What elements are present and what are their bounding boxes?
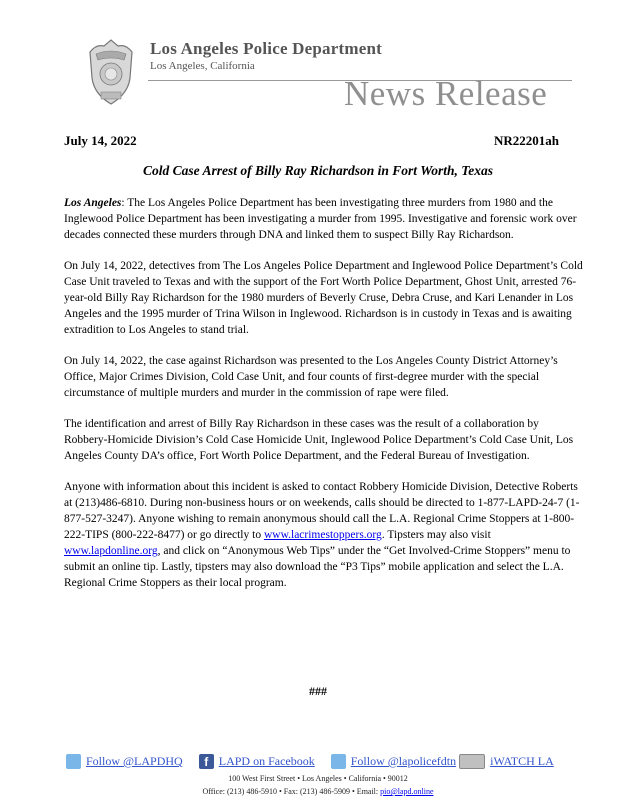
footer-contact: Office: (213) 486-5910 • Fax: (213) 486-5909 • Email: pio@lapd.online: [202, 787, 434, 796]
paragraph-5: Anyone with information about this incident is asked to contact Robbery Homicide Division, Detective Roberts at (213)486-6810. During non-business hours or on weekends, calls should be directed to 1-877-LAPD-24-7 (1-877-527-3247). Anyone wishing to remain anonymous should call the L.A. Regional Crime Stoppers at 1-800-222-TIPS (800-222-8477) or go directly to www.lacrimestoppers.org. Tipsters may also visit www.lapdonline.org, and click on “Anonymous Web Tips” under the “Get Involved-Crime Stoppers” menu to submit an online tip. Lastly, tipsters may also download the “P3 Tips” mobile application and select the L.A. Regional Crime Stoppers as their local program.: [64, 481, 580, 589]
lapd-badge-logo: [86, 38, 136, 106]
paragraph-4: The identification and arrest of Billy Ray Richardson in these cases was the result of a collaboration by Robbery-Homicide Division’s Cold Case Homicide Unit, Inglewood Police Department’s Cold Case Unit, Los Angeles County DA’s office, Fort Worth Police Department, and the Federal Bureau of Investigation.: [64, 418, 574, 462]
department-name: Los Angeles Police Department: [150, 39, 382, 58]
crimestoppers-link[interactable]: www.lacrimestoppers.org: [263, 529, 382, 541]
paragraph-3: On July 14, 2022, the case against Richardson was presented to the Los Angeles County District Attorney’s Office, Major Crimes Division, Cold Case Unit, and four counts of first-degree murder with the special circumstance of multiple murders and murder in the commission of rape were filed.: [64, 355, 558, 399]
news-release-title: News Release: [344, 74, 548, 113]
body-text: [64, 195, 584, 606]
lapdonline-link[interactable]: www.lapdonline.org: [64, 545, 158, 557]
twitter-bird-icon-2: [331, 754, 346, 769]
paragraph-2: On July 14, 2022, detectives from The Los Angeles Police Department and Inglewood Police Department’s Cold Case Unit traveled to Texas and with the support of the Fort Worth Police Department, Ghost Unit, arrested 76-year-old Billy Ray Richardson for the 1980 murders of Beverly Cruse, Debra Cruse, and Kari Lenander in Los Angeles and the 1995 murder of Trina Wilson in Inglewood. Richardson is in custody in Texas and is awaiting extradition to Los Angeles to stand trial.: [64, 260, 583, 336]
release-number: NR22201ah: [493, 133, 559, 148]
end-mark: ###: [309, 684, 327, 698]
release-date: July 14, 2022: [64, 133, 137, 148]
facebook-link[interactable]: LAPD on Facebook: [218, 754, 315, 768]
email-link[interactable]: pio@lapd.online: [380, 787, 434, 796]
headline: Cold Case Arrest of Billy Ray Richardson in Fort Worth, Texas: [143, 163, 493, 178]
iwatch-icon: [459, 754, 485, 769]
paragraph-1: Los Angeles: The Los Angeles Police Department has been investigating three murders from 1980 and the Inglewood Police Department has been investigating a murder from 1995. Investigative and forensic work over decades connected these murders through DNA and linked them to suspect Billy Ray Richardson.: [64, 197, 577, 241]
twitter-bird-icon: [66, 754, 81, 769]
dateline-city: Los Angeles: [64, 197, 122, 209]
footer-address: 100 West First Street • Los Angeles • California • 90012: [228, 774, 408, 783]
department-location: Los Angeles, California: [150, 60, 255, 72]
footer-social-links: [66, 754, 586, 769]
facebook-icon: f: [199, 754, 214, 769]
iwatch-link[interactable]: iWATCH LA: [490, 754, 554, 768]
twitter-follow-foundation-link[interactable]: Follow @lapolicefdtn: [350, 754, 457, 768]
twitter-follow-link[interactable]: Follow @LAPDHQ: [86, 754, 183, 768]
